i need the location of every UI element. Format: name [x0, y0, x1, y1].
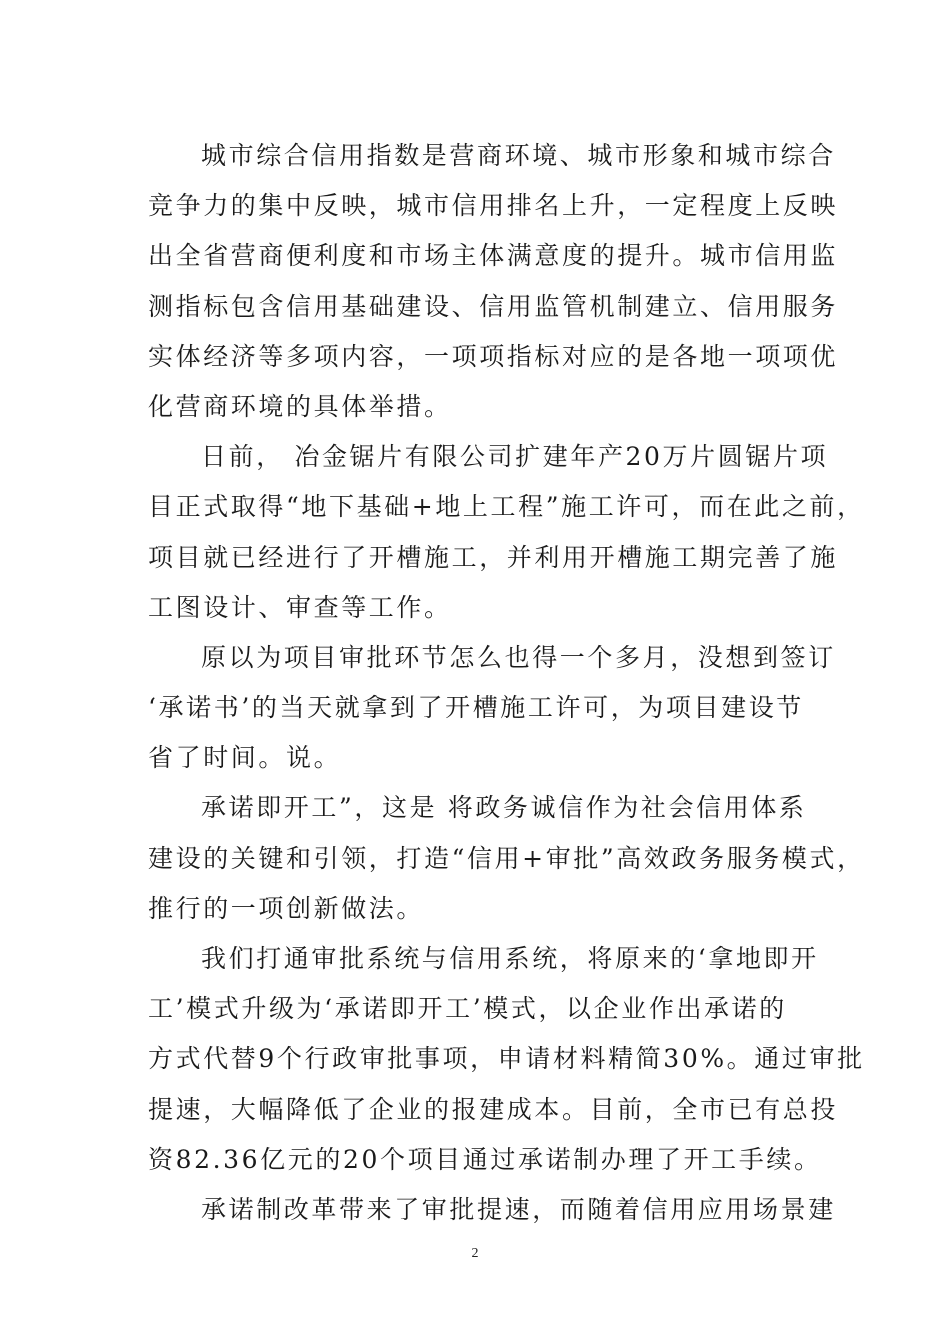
text-line: 省了时间。说。 — [148, 743, 342, 773]
text-line: 工图设计、审查等工作。 — [148, 592, 452, 622]
text-line: 测指标包含信用基础建设、信用监管机制建立、信用服务 — [148, 291, 839, 321]
text-line: 我们打通审批系统与信用系统，将原来的‘拿地即开 — [201, 944, 819, 973]
text-line: 实体经济等多项内容，一项项指标对应的是各地一项项优 — [148, 341, 839, 371]
text-line: 推行的一项创新做法。 — [148, 893, 425, 923]
text-line: 竞争力的集中反映，城市信用排名上升，一定程度上反映 — [148, 191, 839, 221]
text-line: 承诺制改革带来了审批提速，而随着信用应用场景建 — [201, 1194, 836, 1224]
text-line: 目正式取得“地下基础+地上工程”施工许可，而在此之前， — [148, 492, 865, 522]
text-line: 提速，大幅降低了企业的报建成本。目前，全市已有总投 — [148, 1094, 839, 1124]
text-line: 日前， 冶金锯片有限公司扩建年产20万片圆锯片项 — [201, 442, 829, 472]
page-number: 2 — [471, 1246, 479, 1261]
text-line: ‘承诺书’的当天就拿到了开槽施工许可，为项目建设节 — [148, 693, 804, 723]
text-line: 城市综合信用指数是营商环境、城市形象和城市综合 — [201, 141, 836, 170]
text-line: 化营商环境的具体举措。 — [148, 391, 452, 421]
text-line: 建设的关键和引领，打造“信用+审批”高效政务服务模式， — [148, 843, 865, 873]
text-line: 项目就已经进行了开槽施工，并利用开槽施工期完善了施 — [148, 542, 839, 572]
body-text — [148, 131, 865, 1235]
text-line: 工’模式升级为‘承诺即开工’模式，以企业作出承诺的 — [148, 994, 787, 1024]
text-line: 出全省营商便利度和市场主体满意度的提升。城市信用监 — [148, 241, 839, 271]
text-line: 原以为项目审批环节怎么也得一个多月，没想到签订 — [201, 642, 836, 672]
text-line: 承诺即开工”，这是 将政务诚信作为社会信用体系 — [201, 793, 807, 823]
text-line: 方式代替9个行政审批事项，申请材料精简30%。通过审批 — [148, 1044, 865, 1074]
text-line: 资82.36亿元的20个项目通过承诺制办理了开工手续。 — [148, 1144, 822, 1174]
